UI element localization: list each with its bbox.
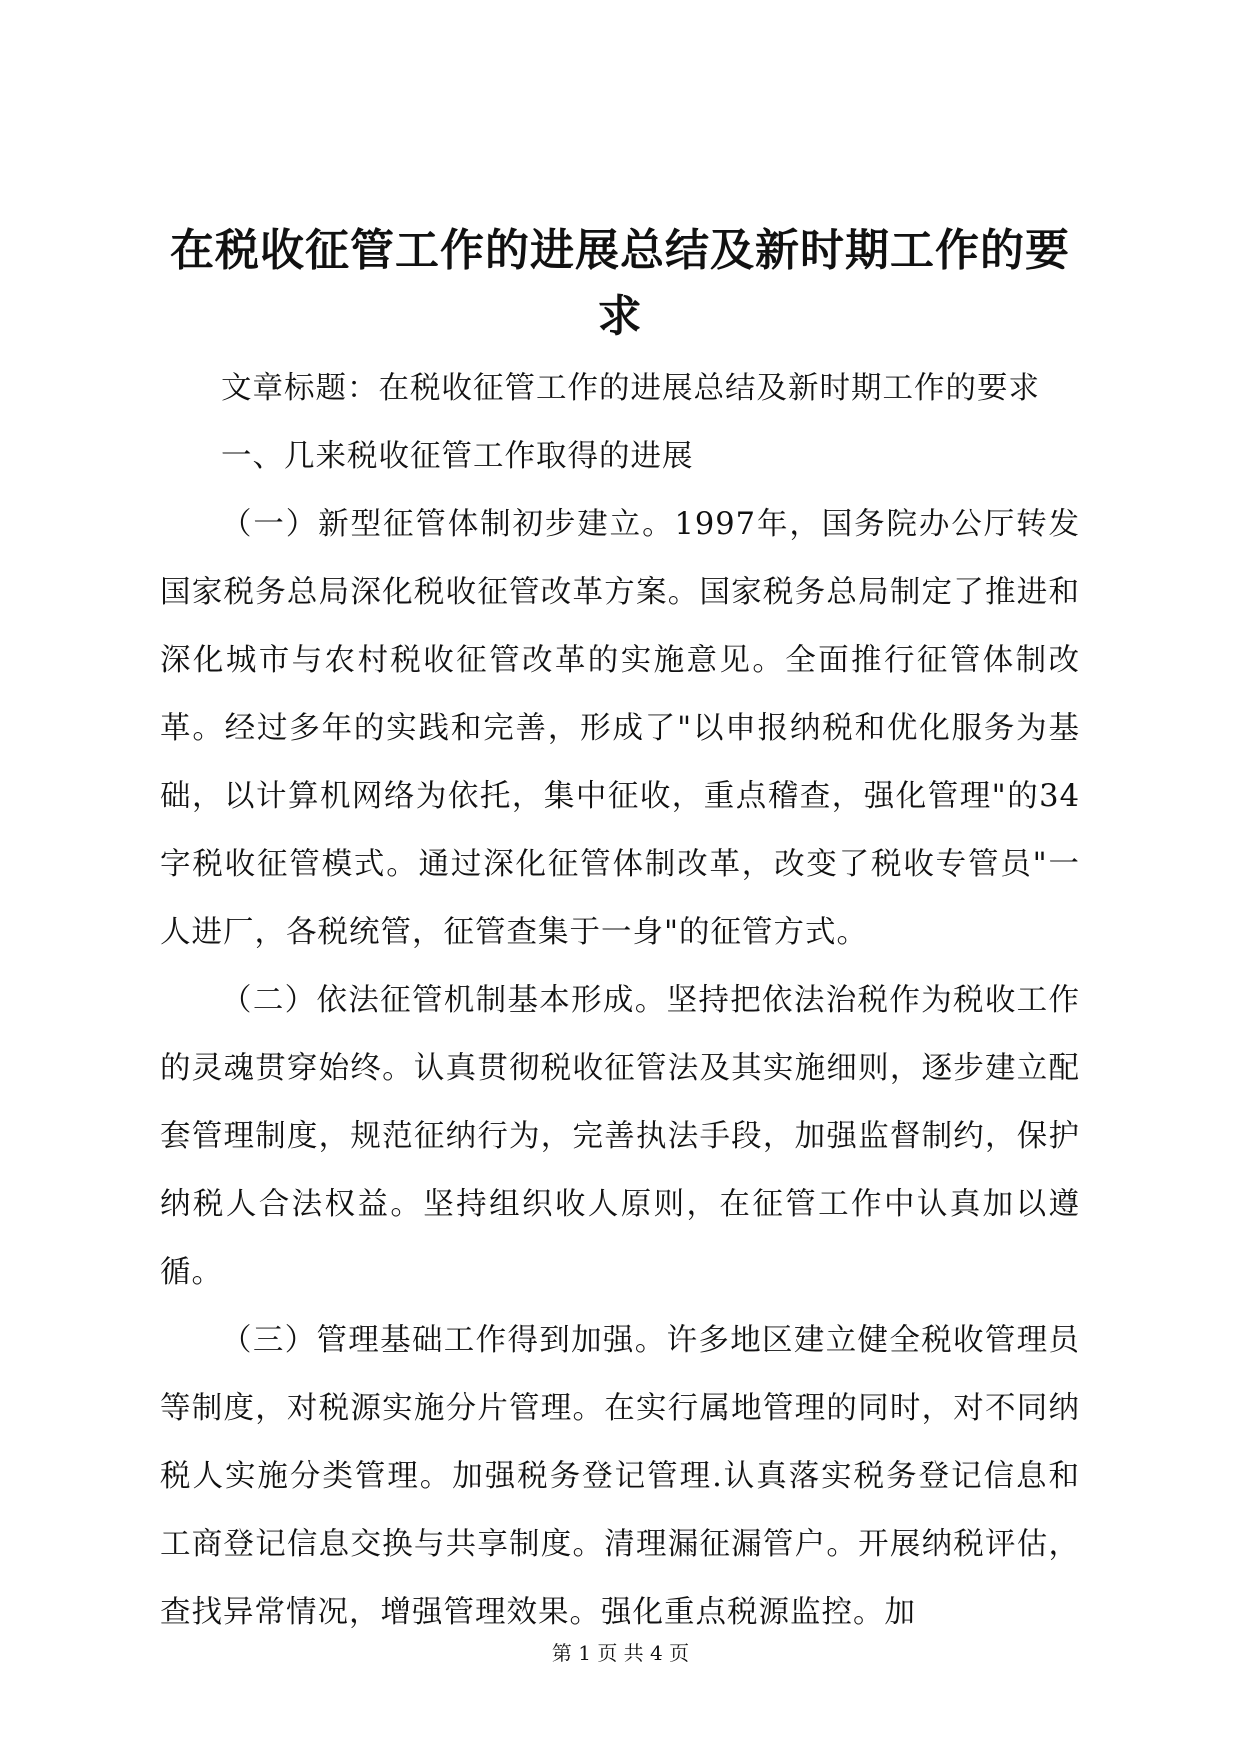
article-title-line: 文章标题：在税收征管工作的进展总结及新时期工作的要求 bbox=[221, 371, 1040, 406]
paragraph-3: （三）管理基础工作得到加强。许多地区建立健全税收管理员等制度，对税源实施分片管理。在实行属地管理的同时，对不同纳税人实施分类管理。加强税务登记管理.认真落实税务登记信息和工商登记信息交换与共享制度。清理漏征漏管户。开展纳税评估，查找异常情况，增强管理效果。强化重点税源监控。加 bbox=[160, 1323, 1080, 1630]
section-heading: 一、几来税收征管工作取得的进展 bbox=[221, 439, 694, 474]
document-title: 在税收征管工作的进展总结及新时期工作的要求 bbox=[170, 225, 1070, 342]
page-footer: 第 1 页 共 4 页 bbox=[551, 1641, 690, 1665]
paragraph-1: （一）新型征管体制初步建立。1997年，国务院办公厅转发国家税务总局深化税收征管改革方案。国家税务总局制定了推进和深化城市与农村税收征管改革的实施意见。全面推行征管体制改革。经过多年的实践和完善，形成了"以申报纳税和优化服务为基础，以计算机网络为依托，集中征收，重点稽查，强化管理"的34字税收征管模式。通过深化征管体制改革，改变了税收专管员"一人进厂，各税统管，征管查集于一身"的征管方式。 bbox=[160, 507, 1080, 950]
paragraph-2: （二）依法征管机制基本形成。坚持把依法治税作为税收工作的灵魂贯穿始终。认真贯彻税收征管法及其实施细则，逐步建立配套管理制度，规范征纳行为，完善执法手段，加强监督制约，保护纳税人合法权益。坚持组织收人原则，在征管工作中认真加以遵循。 bbox=[160, 983, 1080, 1290]
document-body bbox=[160, 355, 1080, 1647]
